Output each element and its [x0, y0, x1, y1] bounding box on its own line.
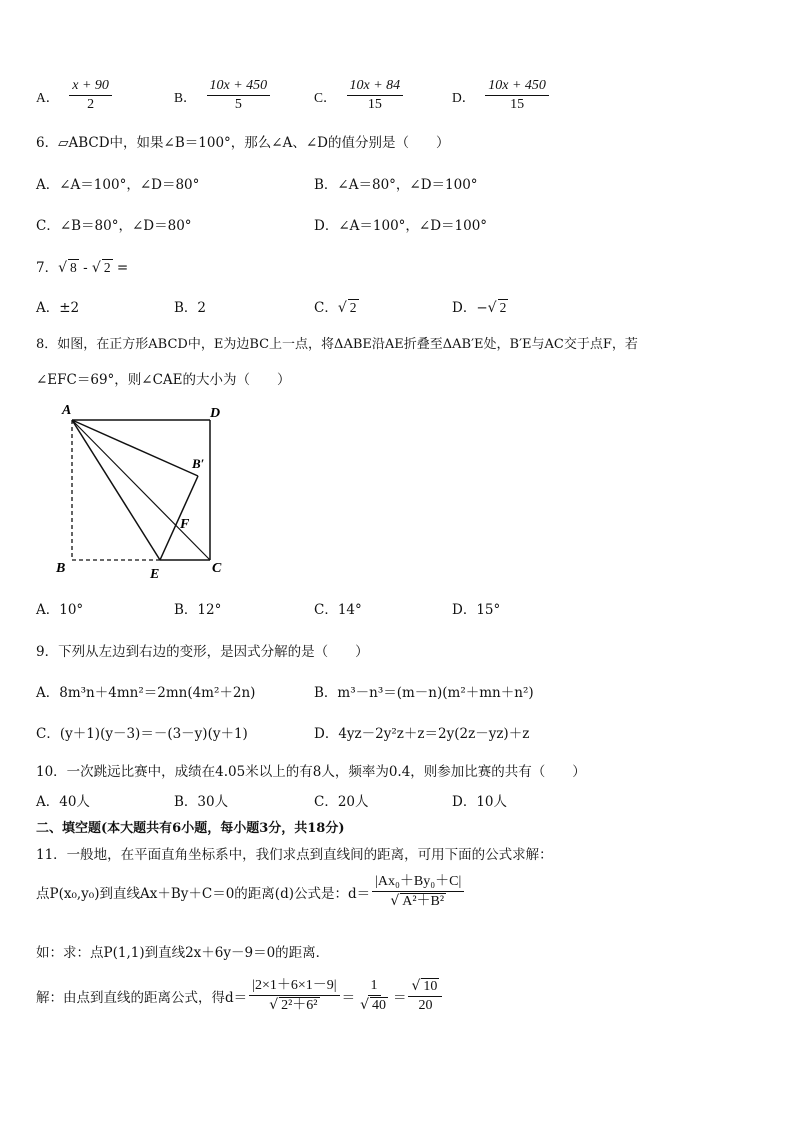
q7-equals: =	[116, 260, 129, 276]
q5-option-a-denominator: 2	[87, 97, 95, 112]
q9-option-b: B．m³－n³＝(m－n)(m²＋mn＋n²)	[314, 685, 534, 701]
q5-option-b	[174, 78, 272, 113]
label-b1: B′	[192, 456, 205, 471]
q11-solution-fraction-2	[357, 978, 391, 1014]
segment-ae	[72, 420, 160, 560]
q6-option-b: B．∠A＝80°，∠D＝100°	[314, 177, 478, 193]
q11-formula	[36, 874, 466, 910]
q11-solution-prefix: 解：由点到直线的距离公式，得d＝	[36, 990, 248, 1006]
q7-option-a: A．±2	[36, 300, 80, 316]
q8-option-b: B．12°	[174, 602, 222, 618]
segment-ab1	[72, 420, 198, 476]
sqrt-icon: √	[411, 978, 421, 994]
q11-formula-prefix: 点P(x₀,y₀)到直线Ax＋By＋C＝0的距离(d)公式是：d＝	[36, 886, 371, 902]
sqrt-icon: √	[360, 997, 369, 1013]
sqrt-icon: √	[337, 300, 347, 316]
diagonal-ac	[72, 420, 210, 560]
q6-option-c: C．∠B＝80°，∠D＝80°	[36, 218, 192, 234]
q5-option-c-denominator: 15	[367, 97, 382, 112]
q5-option-d	[452, 78, 551, 113]
q11-solution-equals-2: ＝	[392, 990, 407, 1006]
q8-stem-line1: 8．如图，在正方形ABCD中，E为边BC上一点，将ΔABE沿AE折叠至ΔAB′E处，B′E与AC交于点F，若	[36, 337, 638, 352]
q5-option-b-denominator: 5	[234, 97, 242, 112]
label-c: C	[212, 561, 222, 576]
q10-option-b: B．30人	[174, 794, 229, 810]
q9-stem: 9．下列从左边到右边的变形，是因式分解的是（ ）	[36, 644, 369, 660]
q7-number: 7．	[36, 260, 59, 276]
label-e: E	[150, 567, 160, 582]
q5-option-b-fraction	[207, 78, 271, 113]
q5-option-c-fraction	[347, 78, 404, 113]
q5-option-a-numerator: x + 90	[69, 78, 112, 96]
sqrt-icon: √	[91, 260, 101, 276]
q5-option-b-label: B．	[174, 89, 197, 105]
sqrt-icon: √	[390, 893, 400, 909]
sqrt-icon: √	[58, 260, 68, 276]
q9-option-d: D．4yz－2y²z＋z＝2y(2z－yz)＋z	[314, 726, 530, 742]
q7-option-c-radicand: 2	[349, 300, 357, 315]
q11-formula-denominator: A²＋B²	[402, 894, 445, 909]
q5-option-b-numerator: 10x + 450	[207, 78, 271, 96]
label-d: D	[210, 406, 221, 421]
q11-solution-numerator-3: 10	[423, 979, 438, 994]
q10-option-c: C．20人	[314, 794, 369, 810]
q5-option-d-numerator: 10x + 450	[485, 78, 549, 96]
q9-option-a: A．8m³n＋4mn²＝2mn(4m²＋2n)	[36, 685, 256, 701]
q11-formula-fraction	[372, 874, 464, 910]
q11-solution-fraction-3	[408, 978, 442, 1014]
q7-stem	[36, 256, 128, 276]
label-b: B	[56, 561, 66, 576]
label-f: F	[180, 517, 190, 532]
q8-option-a: A．10°	[36, 602, 84, 618]
q11-solution-denominator-3: 20	[418, 998, 433, 1013]
q8-stem-line2: ∠EFC＝69°，则∠CAE的大小为（ ）	[36, 372, 291, 388]
q11-solution-numerator-1: |2×1＋6×1－9|	[249, 978, 339, 996]
q11-solution-denominator-1: 2²＋6²	[281, 998, 318, 1013]
q11-solution-fraction-1	[249, 978, 339, 1014]
q5-option-c-numerator: 10x + 84	[347, 78, 404, 96]
q5-option-a	[36, 78, 114, 113]
q5-option-d-label: D．	[452, 89, 476, 105]
q7-option-c-label: C．	[314, 300, 338, 316]
q7-minus: -	[83, 260, 88, 276]
q11-solution-numerator-2: 1	[368, 978, 381, 996]
q10-option-d: D．10人	[452, 794, 508, 810]
q8-figure	[50, 398, 240, 586]
q6-option-a: A．∠A＝100°，∠D＝80°	[36, 177, 200, 193]
sqrt-icon: √	[269, 997, 279, 1013]
q9-option-c: C．(y＋1)(y－3)＝－(3－y)(y＋1)	[36, 726, 248, 742]
q6-stem: 6．▱ABCD中，如果∠B＝100°，那么∠A、∠D的值分别是（ ）	[36, 135, 450, 151]
sqrt-icon: √	[487, 300, 497, 316]
q7-option-d-label: D．−	[452, 300, 488, 316]
section-title: 二、填空题(本大题共有6小题，每小题3分，共18分)	[36, 821, 345, 836]
q8-option-c: C．14°	[314, 602, 362, 618]
q11-solution-denominator-2: 40	[371, 998, 386, 1013]
q8-option-d: D．15°	[452, 602, 501, 618]
q7-option-c	[314, 296, 359, 316]
q10-stem: 10．一次跳远比赛中，成绩在4.05米以上的有8人，频率为0.4，则参加比赛的共有（ ）	[36, 764, 586, 780]
q5-option-d-denominator: 15	[510, 97, 525, 112]
q7-option-b: B．2	[174, 300, 207, 316]
q5-option-a-label: A．	[36, 89, 60, 105]
q5-option-c-label: C．	[314, 89, 337, 105]
q11-solution	[36, 978, 444, 1014]
q11-solution-equals-1: ＝	[341, 990, 356, 1006]
q7-option-d	[452, 296, 508, 316]
q11-example: 如：求：点P(1,1)到直线2x＋6y－9＝0的距离．	[36, 945, 330, 961]
q11-formula-numerator: |Ax₀＋By₀＋C|	[372, 874, 464, 892]
q5-option-d-fraction	[485, 78, 549, 113]
q5-option-c	[314, 78, 405, 113]
q6-option-d: D．∠A＝100°，∠D＝100°	[314, 218, 488, 234]
q10-option-a: A．40人	[36, 794, 90, 810]
segment-b1e	[160, 476, 198, 560]
q7-radicand-1: 8	[70, 260, 77, 275]
q5-option-a-fraction	[69, 78, 112, 113]
q7-option-d-radicand: 2	[499, 300, 507, 315]
label-a: A	[62, 403, 72, 418]
q11-stem: 11．一般地，在平面直角坐标系中，我们求点到直线间的距离，可用下面的公式求解：	[36, 847, 553, 863]
q7-radicand-2: 2	[103, 260, 111, 275]
